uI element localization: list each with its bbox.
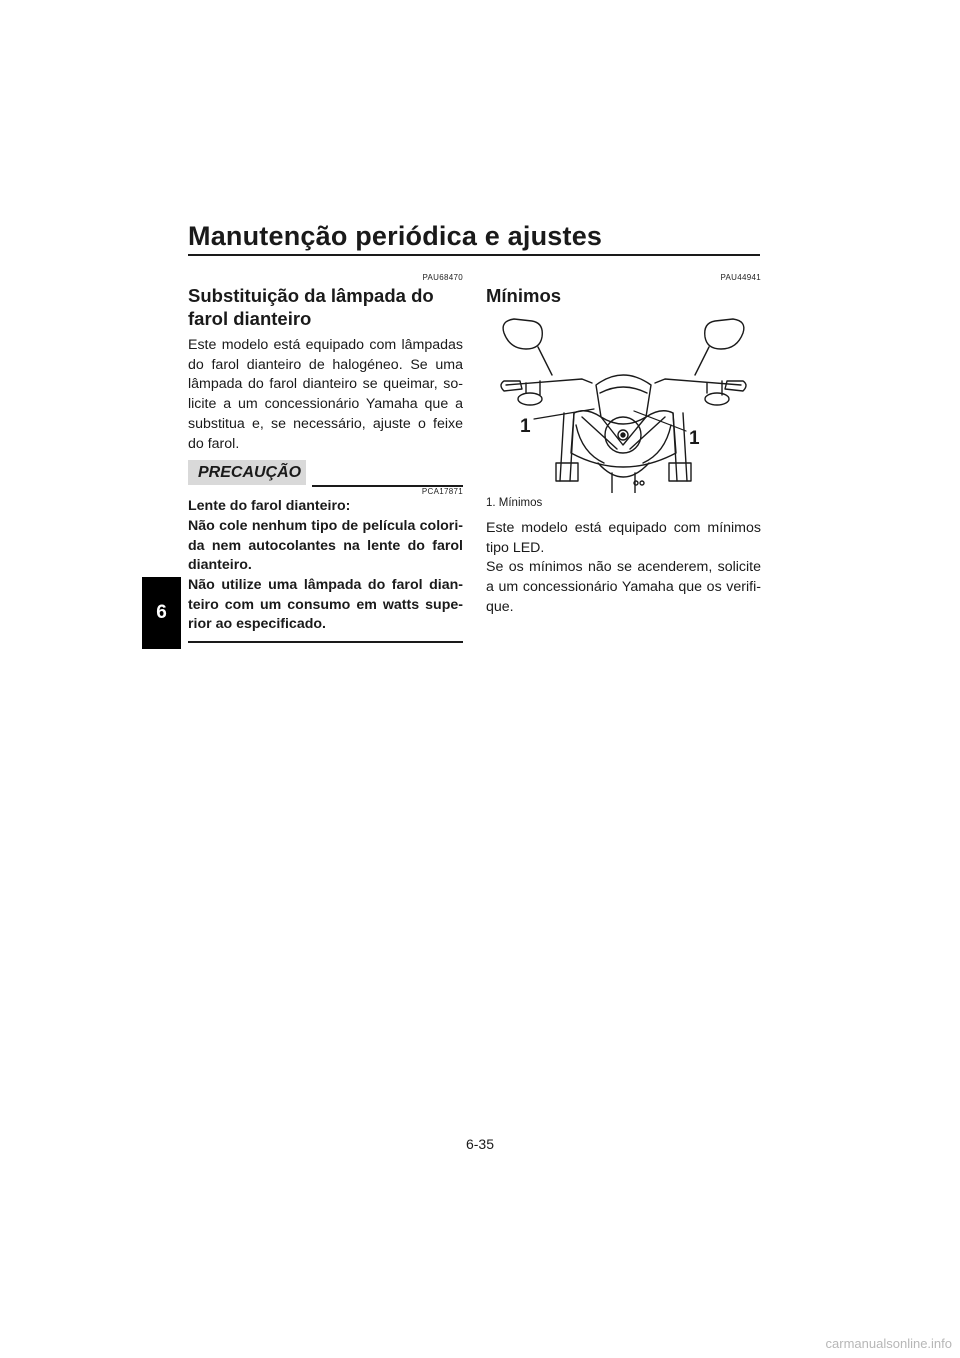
motorcycle-front-illustration [486,313,761,493]
ref-code: PAU44941 [720,273,761,282]
caution-header [188,460,463,488]
page-title: Manutenção periódica e ajustes [188,221,603,251]
motorcycle-front-figure [486,313,761,493]
figure-caption: 1. Mínimos [486,497,543,509]
caution-line-3: Não utilize uma lâmpada do farol dian-teiro com um consumo em watts supe-rior ao especificado. [188,577,463,633]
header-rule [188,254,760,256]
ref-code: PAU68470 [422,273,463,282]
callout-left: 1 [520,416,531,437]
caution-label: PRECAUÇÃO [188,460,306,485]
section-title-position-lights: Mínimos [486,285,562,306]
position-lights-body-2: Se os mínimos não se acenderem, solicite a um concessionário Yamaha que os verifi-que. [486,559,761,615]
caution-line-1: Lente do farol dianteiro: [188,498,351,515]
caution-rule [312,485,463,487]
callout-right: 1 [689,428,700,449]
caution-code: PCA17871 [421,487,463,497]
caution-end-rule [188,641,463,643]
right-column [486,272,761,618]
caution-line-2: Não cole nenhum tipo de película colori-da nem autocolantes na lente do farol dianteiro. [188,517,463,574]
left-column [188,272,463,643]
headlight-body-text: Este modelo está equipado com lâmpadas do farol dianteiro de halogéneo. Se uma lâmpada do farol dianteiro se queimar, so-licite a um concessionário Yamaha que a substitua e, se necessário, ajuste o feixe do farol. [188,337,463,452]
section-title-headlight: Substituição da lâmpada do farol dianteiro [188,285,434,329]
position-lights-body-1: Este modelo está equipado com mínimos tipo LED. [486,520,761,556]
page-number: 6-35 [465,1136,495,1152]
watermark[interactable]: carmanualsonline.info [825,1336,952,1351]
chapter-tab[interactable]: 6 [142,577,181,649]
